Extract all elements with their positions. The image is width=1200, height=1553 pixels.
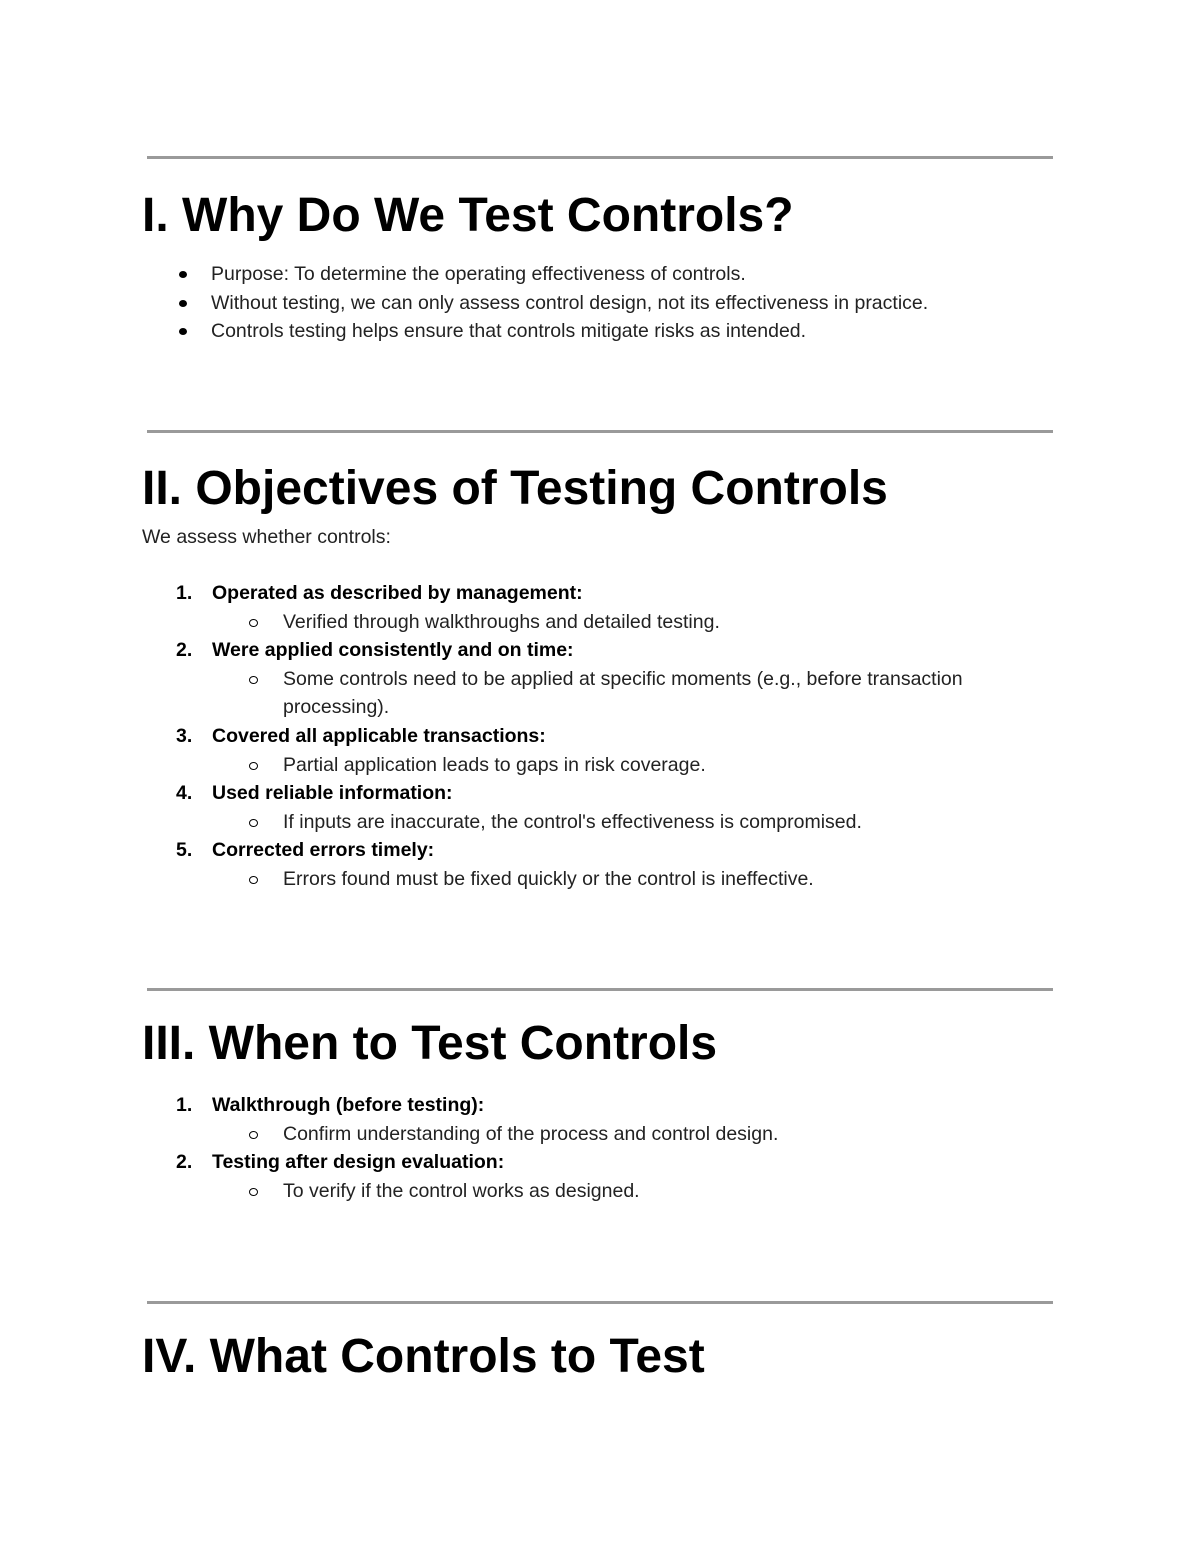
item-title: Operated as described by management: [212, 582, 583, 604]
sub-bullet-icon [249, 676, 258, 684]
list-item: Controls testing helps ensure that controls mitigate risks as intended. [0, 317, 928, 346]
item-detail: Verified through walkthroughs and detailed testing. [283, 610, 720, 633]
list-item [0, 779, 1200, 836]
numbered-list-objectives [0, 579, 1200, 894]
item-title: Were applied consistently and on time: [212, 639, 574, 662]
sub-bullet-icon [249, 619, 258, 627]
item-title: Used reliable information: [212, 782, 453, 805]
sub-bullet-icon [249, 819, 258, 827]
bullet-list-why-test [0, 260, 928, 346]
bullet-icon [179, 271, 187, 278]
item-number: 1. [176, 1094, 193, 1116]
section-heading-objectives: II. Objectives of Testing Controls [142, 462, 888, 515]
section-divider [147, 156, 1053, 159]
sub-bullet-icon [249, 876, 258, 884]
item-number: 4. [176, 782, 193, 805]
list-item [0, 579, 1200, 636]
sub-bullet-icon [249, 1131, 258, 1139]
list-item [0, 836, 1200, 893]
item-title: Walkthrough (before testing): [212, 1094, 485, 1116]
section-divider [147, 1301, 1053, 1304]
list-item [0, 722, 1200, 779]
section-divider [147, 988, 1053, 991]
list-item: Without testing, we can only assess control design, not its effectiveness in practice. [0, 289, 928, 318]
item-detail: Partial application leads to gaps in risk coverage. [283, 753, 706, 776]
item-detail: Confirm understanding of the process and control design. [283, 1122, 779, 1145]
section-heading-why-test: I. Why Do We Test Controls? [142, 189, 794, 242]
item-detail: Some controls need to be applied at specific moments (e.g., before transaction processing). [283, 667, 963, 719]
list-item [0, 1148, 928, 1205]
item-title: Corrected errors timely: [212, 839, 435, 862]
section-divider [147, 430, 1053, 433]
item-title: Testing after design evaluation: [212, 1151, 505, 1174]
numbered-list-when-test [0, 1091, 928, 1205]
item-number: 2. [176, 1151, 193, 1174]
sub-bullet-icon [249, 762, 258, 770]
item-number: 1. [176, 582, 193, 604]
list-item [0, 636, 1200, 722]
item-number: 2. [176, 639, 193, 662]
bullet-icon [179, 328, 187, 335]
bullet-icon [179, 300, 187, 307]
item-detail: To verify if the control works as designed. [283, 1179, 640, 1202]
list-item [0, 1091, 928, 1148]
item-detail: Errors found must be fixed quickly or the control is ineffective. [283, 867, 814, 890]
item-title: Covered all applicable transactions: [212, 724, 546, 747]
item-number: 5. [176, 839, 193, 862]
section-heading-what-test: IV. What Controls to Test [142, 1330, 705, 1383]
section-intro: We assess whether controls: [142, 526, 391, 548]
sub-bullet-icon [249, 1188, 258, 1196]
item-detail: If inputs are inaccurate, the control's effectiveness is compromised. [283, 810, 862, 833]
section-heading-when-test: III. When to Test Controls [142, 1017, 718, 1070]
item-number: 3. [176, 724, 193, 747]
list-item: Purpose: To determine the operating effectiveness of controls. [0, 260, 928, 289]
